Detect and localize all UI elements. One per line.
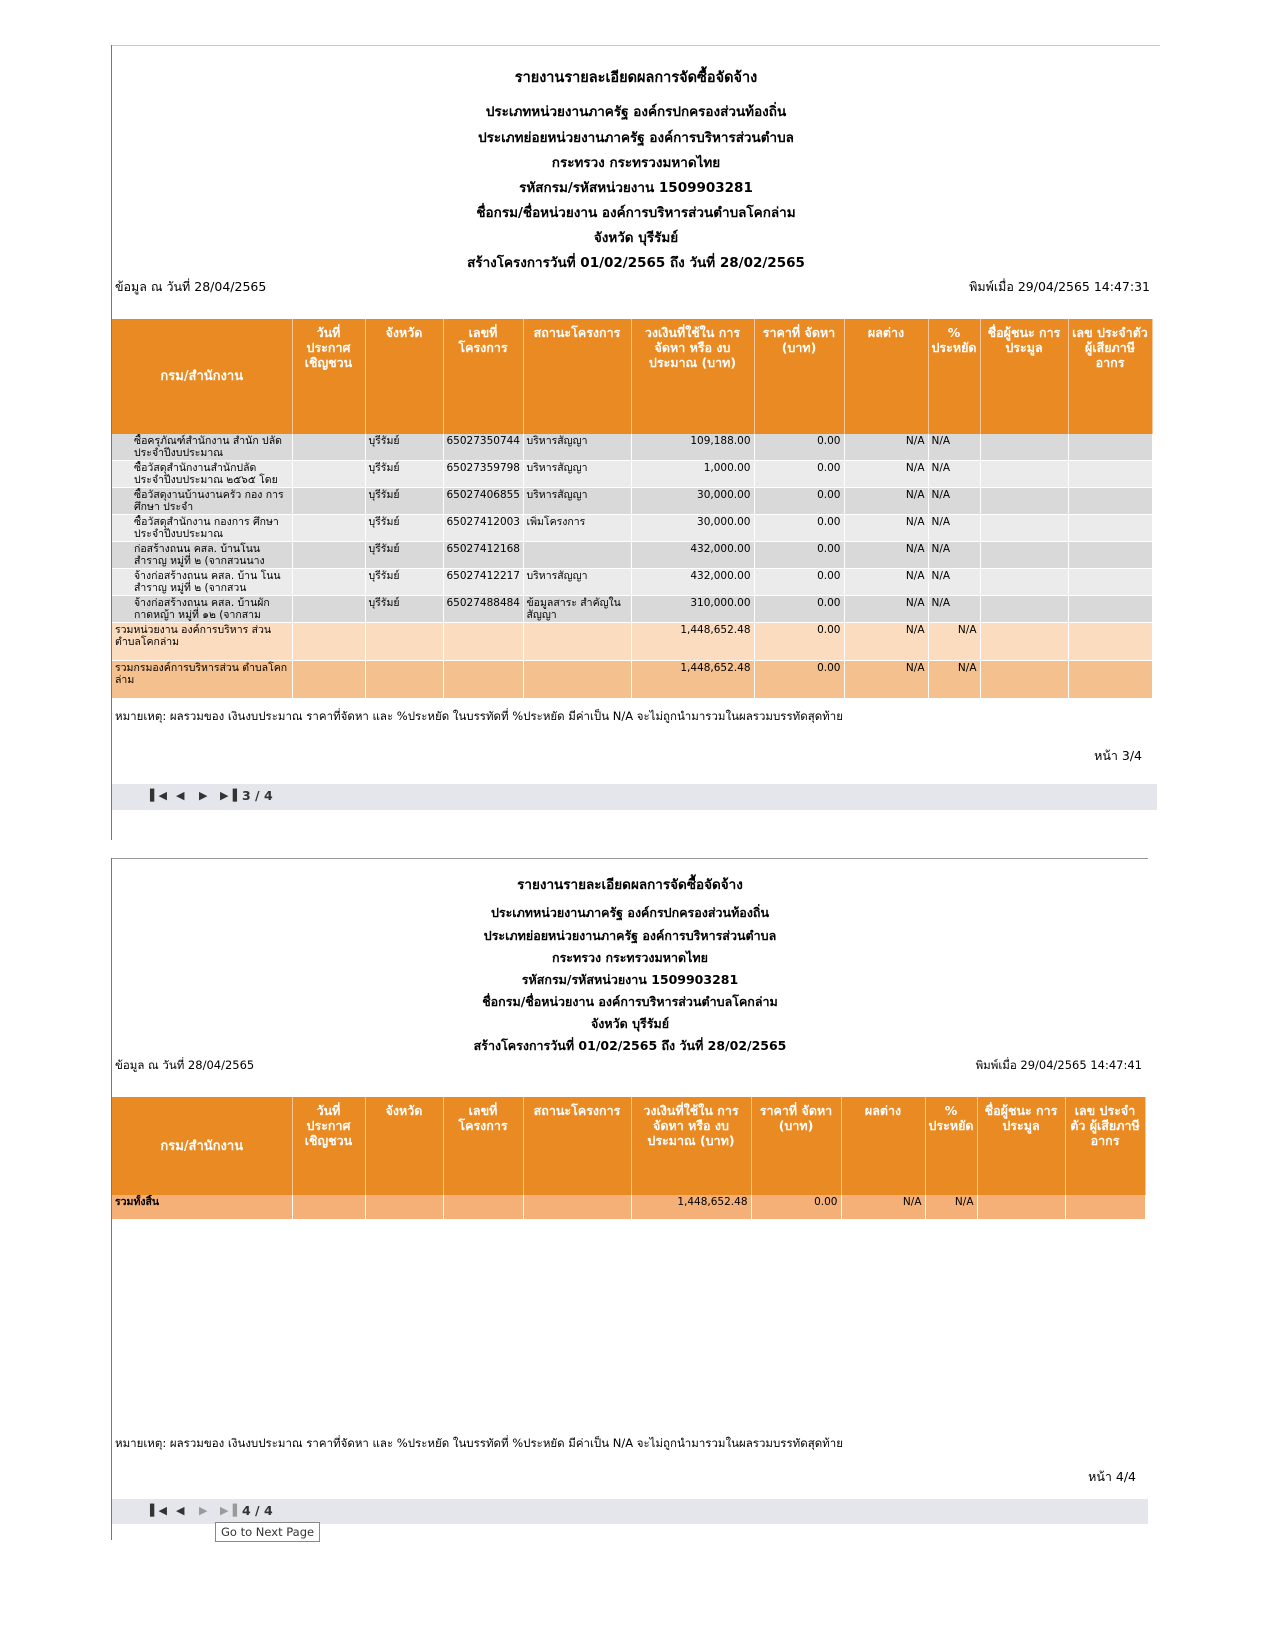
row-invite-date bbox=[292, 461, 365, 488]
row-project-no: 65027412003 bbox=[443, 515, 523, 542]
row-diff: N/A bbox=[844, 461, 928, 488]
row-saving: N/A bbox=[928, 515, 980, 542]
row-project-no: 65027412168 bbox=[443, 542, 523, 569]
summary-table bbox=[112, 1097, 1146, 1220]
data-as-of: ข้อมูล ณ วันที่ 28/04/2565 bbox=[115, 1058, 255, 1072]
table-header-row bbox=[112, 1097, 1145, 1195]
row-saving: N/A bbox=[928, 542, 980, 569]
previous-page-icon[interactable]: ◀ bbox=[176, 1504, 185, 1517]
row-price: 0.00 bbox=[754, 434, 844, 461]
total-row bbox=[112, 661, 1152, 699]
row-project-no: 65027488484 bbox=[443, 596, 523, 623]
row-winner bbox=[980, 596, 1068, 623]
page-number: หน้า 3/4 bbox=[1094, 748, 1142, 763]
total-price: 0.00 bbox=[754, 661, 844, 699]
col-project-no: เลขที่ โครงการ bbox=[443, 1097, 523, 1195]
row-province: บุรีรัมย์ bbox=[365, 569, 443, 596]
row-project-no: 65027406855 bbox=[443, 488, 523, 515]
row-budget: 432,000.00 bbox=[631, 569, 754, 596]
row-province: บุรีรัมย์ bbox=[365, 515, 443, 542]
row-saving: N/A bbox=[928, 488, 980, 515]
row-diff: N/A bbox=[844, 434, 928, 461]
printed-at: พิมพ์เมื่อ 29/04/2565 14:47:41 bbox=[975, 1058, 1142, 1072]
table-row bbox=[112, 461, 1152, 488]
row-org: ซื้อวัสดุสำนักงานสำนักปลัด ประจำปีงบประมาณ ๒๕๖๕ โดย bbox=[112, 461, 292, 488]
col-saving: % ประหยัด bbox=[928, 319, 980, 434]
header-agency-code: รหัสกรม/รหัสหน่วยงาน 1509903281 bbox=[519, 180, 753, 196]
row-budget: 310,000.00 bbox=[631, 596, 754, 623]
grand-total-budget: 1,448,652.48 bbox=[631, 1195, 751, 1219]
report-page-4 bbox=[112, 858, 1148, 1541]
col-invite-date: วันที่ ประกาศ เชิญชวน bbox=[292, 319, 365, 434]
row-price: 0.00 bbox=[754, 596, 844, 623]
row-price: 0.00 bbox=[754, 461, 844, 488]
row-saving: N/A bbox=[928, 569, 980, 596]
header-agency-name: ชื่อกรม/ชื่อหน่วยงาน องค์การบริหารส่วนตำบลโคกล่าม bbox=[476, 205, 796, 221]
report-page-3 bbox=[112, 45, 1160, 816]
row-province: บุรีรัมย์ bbox=[365, 461, 443, 488]
total-saving: N/A bbox=[928, 661, 980, 699]
row-taxid bbox=[1068, 542, 1152, 569]
row-winner bbox=[980, 569, 1068, 596]
row-diff: N/A bbox=[844, 569, 928, 596]
procurement-table bbox=[112, 319, 1153, 699]
col-org: กรม/สำนักงาน bbox=[112, 1097, 292, 1195]
row-org: จ้างก่อสร้างถนน คสล. บ้านผัก กาดหญ้า หมู่ที่ ๑๒ (จากสาม bbox=[112, 596, 292, 623]
total-budget: 1,448,652.48 bbox=[631, 661, 754, 699]
next-page-icon[interactable]: ▶ bbox=[199, 789, 208, 802]
col-status: สถานะโครงการ bbox=[523, 319, 631, 434]
data-as-of: ข้อมูล ณ วันที่ 28/04/2565 bbox=[115, 279, 267, 294]
subtotal-price: 0.00 bbox=[754, 623, 844, 661]
header-agency-code: รหัสกรม/รหัสหน่วยงาน 1509903281 bbox=[521, 972, 739, 987]
table-row bbox=[112, 596, 1152, 623]
row-diff: N/A bbox=[844, 515, 928, 542]
page-navigation-bar bbox=[112, 1499, 1148, 1524]
col-budget: วงเงินที่ใช้ใน การจัดหา หรือ งบประมาณ (บาท) bbox=[631, 1097, 751, 1195]
total-label: รวมกรมองค์การบริหารส่วน ตำบลโคกล่าม bbox=[112, 661, 292, 699]
row-taxid bbox=[1068, 488, 1152, 515]
next-page-icon[interactable]: ▶ bbox=[199, 1504, 208, 1517]
header-date-range: สร้างโครงการวันที่ 01/02/2565 ถึง วันที่ 28/02/2565 bbox=[473, 1038, 787, 1053]
row-taxid bbox=[1068, 434, 1152, 461]
next-page-tooltip: Go to Next Page bbox=[215, 1522, 320, 1542]
row-winner bbox=[980, 488, 1068, 515]
row-org: จ้างก่อสร้างถนน คสล. บ้าน โนนสำราญ หมู่ที่ ๒ (จากสวน bbox=[112, 569, 292, 596]
header-agency-type: ประเภทหน่วยงานภาครัฐ องค์กรปกครองส่วนท้องถิ่น bbox=[485, 104, 787, 120]
row-taxid bbox=[1068, 515, 1152, 542]
row-status: บริหารสัญญา bbox=[523, 461, 631, 488]
row-winner bbox=[980, 461, 1068, 488]
table-header-row bbox=[112, 319, 1152, 434]
table-row bbox=[112, 569, 1152, 596]
row-diff: N/A bbox=[844, 596, 928, 623]
col-province: จังหวัด bbox=[365, 1097, 443, 1195]
page-indicator: 4 / 4 bbox=[242, 1503, 273, 1518]
col-winner: ชื่อผู้ชนะ การประมูล bbox=[977, 1097, 1065, 1195]
last-page-icon[interactable]: ▶▐ bbox=[220, 789, 237, 802]
row-status: ข้อมูลสาระ สำคัญในสัญญา bbox=[523, 596, 631, 623]
grand-total-row bbox=[112, 1195, 1145, 1219]
row-taxid bbox=[1068, 461, 1152, 488]
row-budget: 109,188.00 bbox=[631, 434, 754, 461]
row-saving: N/A bbox=[928, 596, 980, 623]
row-status: บริหารสัญญา bbox=[523, 488, 631, 515]
header-date-range: สร้างโครงการวันที่ 01/02/2565 ถึง วันที่ 28/02/2565 bbox=[467, 255, 805, 271]
row-status: เพิ่มโครงการ bbox=[523, 515, 631, 542]
row-province: บุรีรัมย์ bbox=[365, 596, 443, 623]
row-budget: 432,000.00 bbox=[631, 542, 754, 569]
row-org: ซื้อครุภัณฑ์สำนักงาน สำนัก ปลัด ประจำปีงบประมาณ bbox=[112, 434, 292, 461]
grand-total-saving: N/A bbox=[925, 1195, 977, 1219]
row-org: ซื้อวัสดุงานบ้านงานครัว กอง การศึกษา ประจำ bbox=[112, 488, 292, 515]
col-taxid: เลข ประจำตัว ผู้เสียภาษี อากร bbox=[1068, 319, 1152, 434]
row-budget: 30,000.00 bbox=[631, 515, 754, 542]
row-taxid bbox=[1068, 596, 1152, 623]
row-project-no: 65027350744 bbox=[443, 434, 523, 461]
row-project-no: 65027412217 bbox=[443, 569, 523, 596]
row-price: 0.00 bbox=[754, 515, 844, 542]
row-invite-date bbox=[292, 596, 365, 623]
header-ministry: กระทรวง กระทรวงมหาดไทย bbox=[551, 155, 721, 171]
table-row bbox=[112, 488, 1152, 515]
subtotal-diff: N/A bbox=[844, 623, 928, 661]
row-invite-date bbox=[292, 515, 365, 542]
row-status: บริหารสัญญา bbox=[523, 569, 631, 596]
page-navigation-bar bbox=[112, 784, 1157, 810]
col-project-no: เลขที่ โครงการ bbox=[443, 319, 523, 434]
footnote: หมายเหตุ: ผลรวมของ เงินงบประมาณ ราคาที่จัดหา และ %ประหยัด ในบรรทัดที่ %ประหยัด มีค่าเป็น N/A จะไม่ถูกนำมารวมในผลรวมบรรทัดสุดท้าย bbox=[115, 1436, 843, 1450]
previous-page-icon[interactable]: ◀ bbox=[176, 789, 185, 802]
row-diff: N/A bbox=[844, 542, 928, 569]
page-number: หน้า 4/4 bbox=[1088, 1469, 1136, 1484]
report-title: รายงานรายละเอียดผลการจัดซื้อจัดจ้าง bbox=[517, 877, 743, 893]
row-province: บุรีรัมย์ bbox=[365, 488, 443, 515]
row-org: ซื้อวัสดุสำนักงาน กองการ ศึกษา ประจำปีงบประมาณ bbox=[112, 515, 292, 542]
col-diff: ผลต่าง bbox=[844, 319, 928, 434]
report-title: รายงานรายละเอียดผลการจัดซื้อจัดจ้าง bbox=[514, 70, 758, 86]
total-diff: N/A bbox=[844, 661, 928, 699]
row-winner bbox=[980, 542, 1068, 569]
col-price: ราคาที่ จัดหา (บาท) bbox=[754, 319, 844, 434]
row-province: บุรีรัมย์ bbox=[365, 434, 443, 461]
subtotal-saving: N/A bbox=[928, 623, 980, 661]
row-taxid bbox=[1068, 569, 1152, 596]
table-row bbox=[112, 542, 1152, 569]
row-project-no: 65027359798 bbox=[443, 461, 523, 488]
row-budget: 1,000.00 bbox=[631, 461, 754, 488]
grand-total-label: รวมทั้งสิ้น bbox=[112, 1195, 292, 1219]
page-indicator: 3 / 4 bbox=[242, 788, 273, 803]
grand-total-price: 0.00 bbox=[751, 1195, 841, 1219]
subtotal-budget: 1,448,652.48 bbox=[631, 623, 754, 661]
header-agency-subtype: ประเภทย่อยหน่วยงานภาครัฐ องค์การบริหารส่วนตำบล bbox=[478, 130, 794, 146]
row-saving: N/A bbox=[928, 434, 980, 461]
header-ministry: กระทรวง กระทรวงมหาดไทย bbox=[552, 950, 708, 965]
col-price: ราคาที่ จัดหา (บาท) bbox=[751, 1097, 841, 1195]
col-status: สถานะโครงการ bbox=[523, 1097, 631, 1195]
row-winner bbox=[980, 434, 1068, 461]
row-diff: N/A bbox=[844, 488, 928, 515]
row-winner bbox=[980, 515, 1068, 542]
col-budget: วงเงินที่ใช้ใน การจัดหา หรือ งบประมาณ (บาท) bbox=[631, 319, 754, 434]
header-agency-name: ชื่อกรม/ชื่อหน่วยงาน องค์การบริหารส่วนตำบลโคกล่าม bbox=[482, 994, 778, 1009]
row-price: 0.00 bbox=[754, 569, 844, 596]
col-invite-date: วันที่ ประกาศ เชิญชวน bbox=[292, 1097, 365, 1195]
col-diff: ผลต่าง bbox=[841, 1097, 925, 1195]
row-invite-date bbox=[292, 542, 365, 569]
header-province: จังหวัด บุรีรัมย์ bbox=[590, 1016, 670, 1031]
last-page-icon[interactable]: ▶▐ bbox=[220, 1504, 237, 1517]
header-agency-type: ประเภทหน่วยงานภาครัฐ องค์กรปกครองส่วนท้องถิ่น bbox=[490, 905, 770, 920]
first-page-icon[interactable]: ▌◀ bbox=[150, 1504, 167, 1517]
footnote: หมายเหตุ: ผลรวมของ เงินงบประมาณ ราคาที่จัดหา และ %ประหยัด ในบรรทัดที่ %ประหยัด มีค่าเป็น N/A จะไม่ถูกนำมารวมในผลรวมบรรทัดสุดท้าย bbox=[115, 709, 843, 723]
subtotal-row bbox=[112, 623, 1152, 661]
col-taxid: เลข ประจำตัว ผู้เสียภาษี อากร bbox=[1065, 1097, 1145, 1195]
subtotal-label: รวมหน่วยงาน องค์การบริหาร ส่วนตำบลโคกล่าม bbox=[112, 623, 292, 661]
row-invite-date bbox=[292, 434, 365, 461]
grand-total-diff: N/A bbox=[841, 1195, 925, 1219]
col-winner: ชื่อผู้ชนะ การประมูล bbox=[980, 319, 1068, 434]
row-price: 0.00 bbox=[754, 488, 844, 515]
col-org: กรม/สำนักงาน bbox=[112, 319, 292, 434]
table-row bbox=[112, 515, 1152, 542]
row-price: 0.00 bbox=[754, 542, 844, 569]
col-province: จังหวัด bbox=[365, 319, 443, 434]
table-row bbox=[112, 434, 1152, 461]
row-status: บริหารสัญญา bbox=[523, 434, 631, 461]
header-agency-subtype: ประเภทย่อยหน่วยงานภาครัฐ องค์การบริหารส่วนตำบล bbox=[483, 928, 777, 943]
row-invite-date bbox=[292, 569, 365, 596]
row-status bbox=[523, 542, 631, 569]
row-budget: 30,000.00 bbox=[631, 488, 754, 515]
first-page-icon[interactable]: ▌◀ bbox=[150, 789, 167, 802]
row-province: บุรีรัมย์ bbox=[365, 542, 443, 569]
printed-at: พิมพ์เมื่อ 29/04/2565 14:47:31 bbox=[969, 279, 1150, 294]
row-org: ก่อสร้างถนน คสล. บ้านโนน สำราญ หมู่ที่ ๒ (จากสวนนาง bbox=[112, 542, 292, 569]
row-invite-date bbox=[292, 488, 365, 515]
header-province: จังหวัด บุรีรัมย์ bbox=[593, 230, 679, 246]
col-saving: % ประหยัด bbox=[925, 1097, 977, 1195]
row-saving: N/A bbox=[928, 461, 980, 488]
